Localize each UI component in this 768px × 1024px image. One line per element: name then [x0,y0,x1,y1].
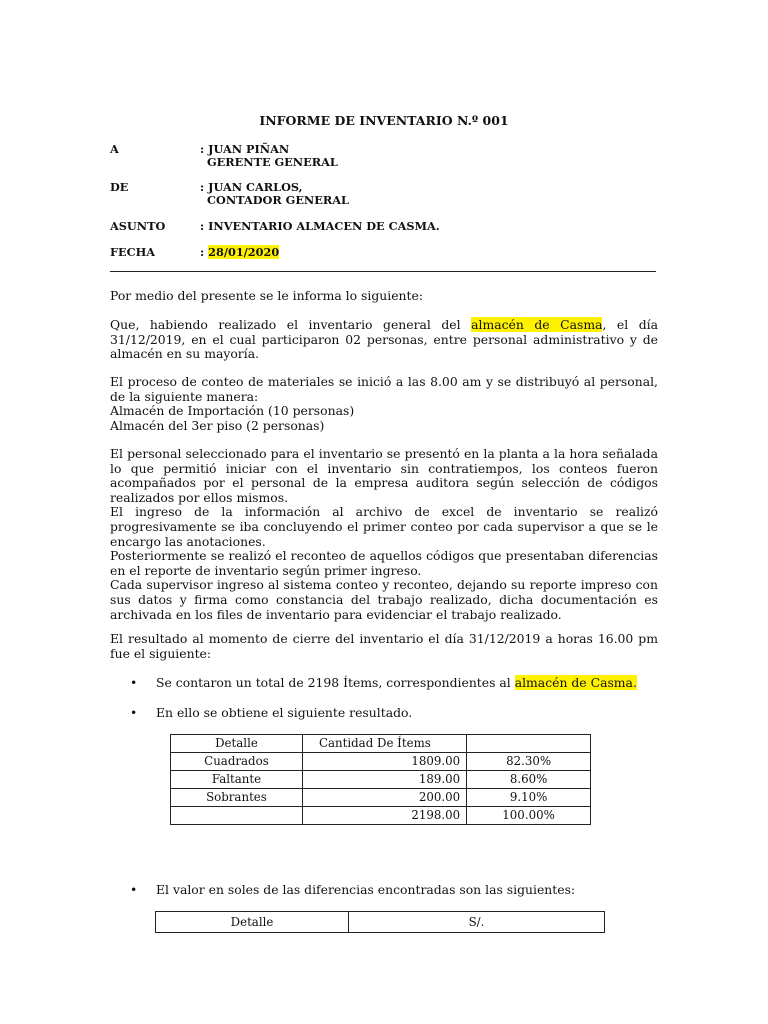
p3-line-3: Posteriormente se realizó el reconteo de aquellos códigos que presentaban diferencias en el reporte de inventario según primer ingreso. [110,548,658,578]
to-role: GERENTE GENERAL [207,155,338,169]
paragraph-4 [110,632,658,661]
p4-text: El resultado al momento de cierre del inventario el día 31/12/2019 a horas 16.00 pm fue el siguiente: [110,631,658,661]
from-role: CONTADOR GENERAL [207,193,349,207]
p3-line-1: El personal seleccionado para el inventario se presentó en la planta a la hora señalada lo que permitió iniciar con el inventario sin contratiempos, los conteos fueron acompañados por el personal de la empresa auditora según selección de códigos realizados por ellos mismos. [110,446,658,505]
date-prefix: : [200,245,209,259]
table-header-row [156,912,605,933]
table-cell: 9.10% [467,789,591,807]
p2-line-3: Almacén del 3er piso (2 personas) [110,417,325,433]
document-title: INFORME DE INVENTARIO N.º 001 [259,113,509,128]
table-header-cell [467,735,591,753]
paragraph-2 [110,375,658,433]
bullet-3-text: El valor en soles de las diferencias encontradas son las siguientes: [156,882,576,897]
date-label: FECHA [110,245,156,259]
bullet-dot: • [130,675,138,690]
bullet-dot: • [130,705,138,720]
from-label: DE [110,180,129,194]
table-row [171,753,591,771]
b1-part-a: Se contaron un total de 2198 Ítems, correspondientes al [156,675,515,690]
values-table [155,911,605,933]
table-header-cell: Cantidad De Ítems [302,735,466,753]
table-row [171,789,591,807]
intro-paragraph [110,289,658,304]
table-cell: Faltante [171,771,303,789]
table-total-row [171,807,591,825]
p3-line-2: El ingreso de la información al archivo de excel de inventario se realizó progresivamente se iba concluyendo el primer conteo por cada supervisor a que se le encargo las anotaciones. [110,504,658,549]
p2-line-2: Almacén de Importación (10 personas) [110,403,355,419]
table-cell: Sobrantes [171,789,303,807]
table-row [171,771,591,789]
date-value-wrap [200,246,279,260]
intro-text: Por medio del presente se le informa lo siguiente: [110,288,424,303]
b1-highlight: almacén de Casma. [514,675,637,690]
table-cell: 8.60% [467,771,591,789]
bullet-1-text [156,676,637,691]
p1-highlight: almacén de Casma [471,317,603,332]
table-cell: 2198.00 [302,807,466,825]
subject-value: : INVENTARIO ALMACEN DE CASMA. [200,219,440,233]
table-cell: 82.30% [467,753,591,771]
to-name: : JUAN PIÑAN [200,142,290,156]
table-header-cell: Detalle [156,912,349,933]
table-cell: 200.00 [302,789,466,807]
table-cell: 1809.00 [302,753,466,771]
table-cell: 189.00 [302,771,466,789]
to-label: A [110,142,119,156]
paragraph-1-text [110,318,658,362]
header-divider [110,271,656,272]
bullet-dot: • [130,882,138,897]
p1-part-a: Que, habiendo realizado el inventario general del [110,317,472,332]
table-header-cell: Detalle [171,735,303,753]
table-header-row [171,735,591,753]
table-cell: Cuadrados [171,753,303,771]
p3-line-4: Cada supervisor ingreso al sistema conteo y reconteo, dejando su reporte impreso con sus datos y firma como constancia del trabajo realizado, dicha documentación es archivada en los files de inventario para evidenciar el trabajo realizado. [110,577,658,622]
paragraph-3 [110,447,658,622]
p2-line-1: El proceso de conteo de materiales se inició a las 8.00 am y se distribuyó al personal, de la siguiente manera: [110,374,658,404]
from-name: : JUAN CARLOS, [200,180,303,194]
date-value: 28/01/2020 [208,245,280,259]
table-cell [171,807,303,825]
table-header-cell: S/. [349,912,605,933]
table-cell: 100.00% [467,807,591,825]
results-table [170,734,591,825]
subject-label: ASUNTO [110,219,166,233]
paragraph-1 [110,318,658,362]
bullet-2-text: En ello se obtiene el siguiente resultado. [156,705,413,720]
p1-part-b: , el día 31/12/2019, en el cual participaron 02 personas, entre personal administrativo y de almacén en su mayoría. [110,317,658,362]
